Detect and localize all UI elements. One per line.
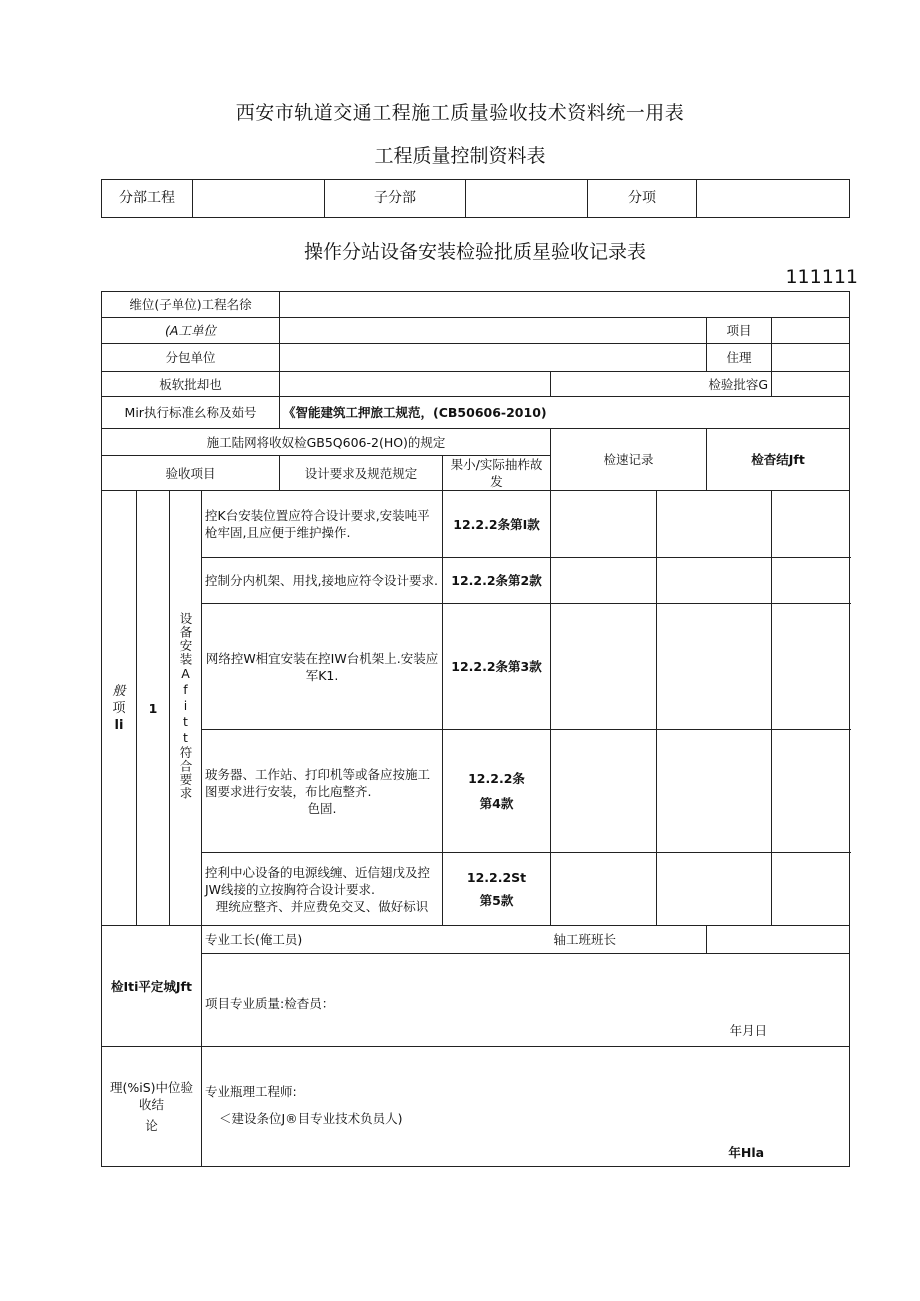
item-5-result[interactable] bbox=[772, 853, 850, 926]
top-info-table bbox=[101, 179, 850, 218]
supervision-date: 年Hla bbox=[728, 1145, 765, 1160]
item-5-desc-cont: 理统应整齐、并应费免交叉、做好标识 bbox=[215, 898, 429, 914]
batch-label: 板软批却也 bbox=[102, 372, 280, 397]
sample-header: 果小/实际抽柞故发 bbox=[443, 456, 551, 491]
document-number: 111111 bbox=[785, 266, 858, 288]
form-title: 操作分站设备安装检验批质星验收记录表 bbox=[303, 241, 646, 263]
standard-value: 《智能建筑工押旅工规范，(CB50606-2010) bbox=[280, 397, 850, 429]
item-3-record[interactable] bbox=[657, 604, 772, 730]
supervision-label-line1: 理(%iS)中位验收结 bbox=[109, 1080, 194, 1112]
record-header: 检速记录 bbox=[551, 429, 707, 491]
item-5-clause-line2: 第5款 bbox=[479, 893, 514, 908]
item-2-record[interactable] bbox=[657, 558, 772, 604]
result-header: 检杳结Jft bbox=[707, 429, 850, 491]
foreman-label: 专业工长(俺工员) bbox=[202, 926, 551, 954]
subcontractor-label: 分包单位 bbox=[102, 344, 280, 372]
project-name-label: 维位(子单位)工程名徐 bbox=[102, 292, 280, 318]
supervision-conclusion bbox=[202, 1047, 850, 1167]
item-1-record[interactable] bbox=[657, 491, 772, 558]
item-4-result[interactable] bbox=[772, 730, 850, 853]
batch-capacity-label: 检验批容G bbox=[551, 372, 772, 397]
standard-label: Mir执行标准幺称及茹号 bbox=[102, 397, 280, 429]
general-category bbox=[102, 491, 137, 926]
group-label-cell bbox=[170, 491, 202, 926]
project-label: 项目 bbox=[707, 318, 772, 344]
supervision-engineer-label: 专业瓶理工程师: bbox=[205, 1084, 297, 1099]
contractor-label: (A工单位 bbox=[102, 318, 280, 344]
project-field[interactable] bbox=[772, 318, 850, 344]
table-row bbox=[202, 604, 443, 730]
table-row bbox=[202, 491, 443, 558]
inspection-date: 年月日 bbox=[202, 1016, 850, 1047]
item-4-sample[interactable] bbox=[551, 730, 657, 853]
contractor-field[interactable] bbox=[280, 318, 707, 344]
subdivision-label: 子分部 bbox=[325, 180, 466, 218]
acceptance-item-header: 验收项目 bbox=[102, 456, 280, 491]
owner-representative-label: ＜建设条位J®目专业技术负员人) bbox=[219, 1111, 403, 1126]
batch-field[interactable] bbox=[280, 372, 551, 397]
document-subtitle: 工程质量控制资料表 bbox=[374, 145, 546, 167]
table-row bbox=[202, 853, 443, 926]
general-category-line2: 项 bbox=[112, 700, 126, 716]
table-row bbox=[202, 730, 443, 853]
spec-header: 施工陆网将收奴检GB5Q606-2(HO)的规定 bbox=[102, 429, 551, 456]
item-field[interactable] bbox=[697, 180, 850, 218]
division-field[interactable] bbox=[193, 180, 325, 218]
item-1-clause: 12.2.2条第I款 bbox=[443, 491, 551, 558]
item-2-clause: 12.2.2条第2款 bbox=[443, 558, 551, 604]
item-4-record[interactable] bbox=[657, 730, 772, 853]
item-4-desc-cont: 色固. bbox=[307, 800, 337, 816]
general-category-line1: 般 bbox=[112, 683, 126, 699]
item-label: 分项 bbox=[588, 180, 697, 218]
item-5-clause-line1: 12.2.2St bbox=[466, 870, 527, 885]
document-title: 西安市轨道交通工程施工质量验收技术资料统一用表 bbox=[235, 102, 685, 124]
general-index: 1 bbox=[137, 491, 170, 926]
item-1-desc: 控K台安装位置应符合设计要求,安装吨平枪牢固,且应便于维护操作. bbox=[205, 508, 430, 540]
team-leader-label: 轴工班班长 bbox=[551, 926, 707, 954]
manager-field[interactable] bbox=[772, 344, 850, 372]
item-5-record[interactable] bbox=[657, 853, 772, 926]
item-3-desc: 网络控W相宜安装在控IW台机架上.安装应军K1. bbox=[205, 650, 439, 683]
team-leader-field[interactable] bbox=[707, 926, 850, 954]
item-4-clause bbox=[443, 730, 551, 853]
item-4-clause-line2: 第4款 bbox=[479, 796, 514, 811]
project-name-field[interactable] bbox=[280, 292, 850, 318]
item-5-desc: 控利中心设备的电源线缠、近信翅戊及控JW线接的立按胸符合设计要求. bbox=[205, 864, 431, 897]
supervision-label-line2: 论 bbox=[145, 1118, 158, 1133]
subcontractor-field[interactable] bbox=[280, 344, 707, 372]
inspection-record-table bbox=[101, 291, 850, 1167]
item-5-sample[interactable] bbox=[551, 853, 657, 926]
table-row bbox=[202, 558, 443, 604]
item-2-result[interactable] bbox=[772, 558, 850, 604]
item-5-clause bbox=[443, 853, 551, 926]
item-1-sample[interactable] bbox=[551, 491, 657, 558]
division-label: 分部工程 bbox=[102, 180, 193, 218]
item-3-result[interactable] bbox=[772, 604, 850, 730]
supervision-label bbox=[102, 1047, 202, 1167]
inspection-label: 检Iti平定城Jft bbox=[102, 926, 202, 1047]
item-2-desc: 控制分内机架、用找,接地应符令设计要求. bbox=[205, 573, 438, 588]
general-category-line3: li bbox=[114, 717, 124, 733]
item-3-sample[interactable] bbox=[551, 604, 657, 730]
subdivision-field[interactable] bbox=[466, 180, 588, 218]
manager-label: 住理 bbox=[707, 344, 772, 372]
design-requirement-header: 设计要求及规范规定 bbox=[280, 456, 443, 491]
item-2-sample[interactable] bbox=[551, 558, 657, 604]
group-label: 设备安装Afitt符合要求 bbox=[178, 612, 193, 800]
item-3-clause: 12.2.2条第3款 bbox=[443, 604, 551, 730]
item-1-result[interactable] bbox=[772, 491, 850, 558]
item-4-desc: 玻务器、工作站、打印机等或备应按施工图要求进行安装，布比庖整齐. bbox=[205, 766, 431, 799]
batch-capacity-field[interactable] bbox=[772, 372, 850, 397]
item-4-clause-line1: 12.2.2条 bbox=[468, 771, 525, 786]
quality-inspector-label: 项目专业质量:检杳员： bbox=[202, 954, 850, 1016]
